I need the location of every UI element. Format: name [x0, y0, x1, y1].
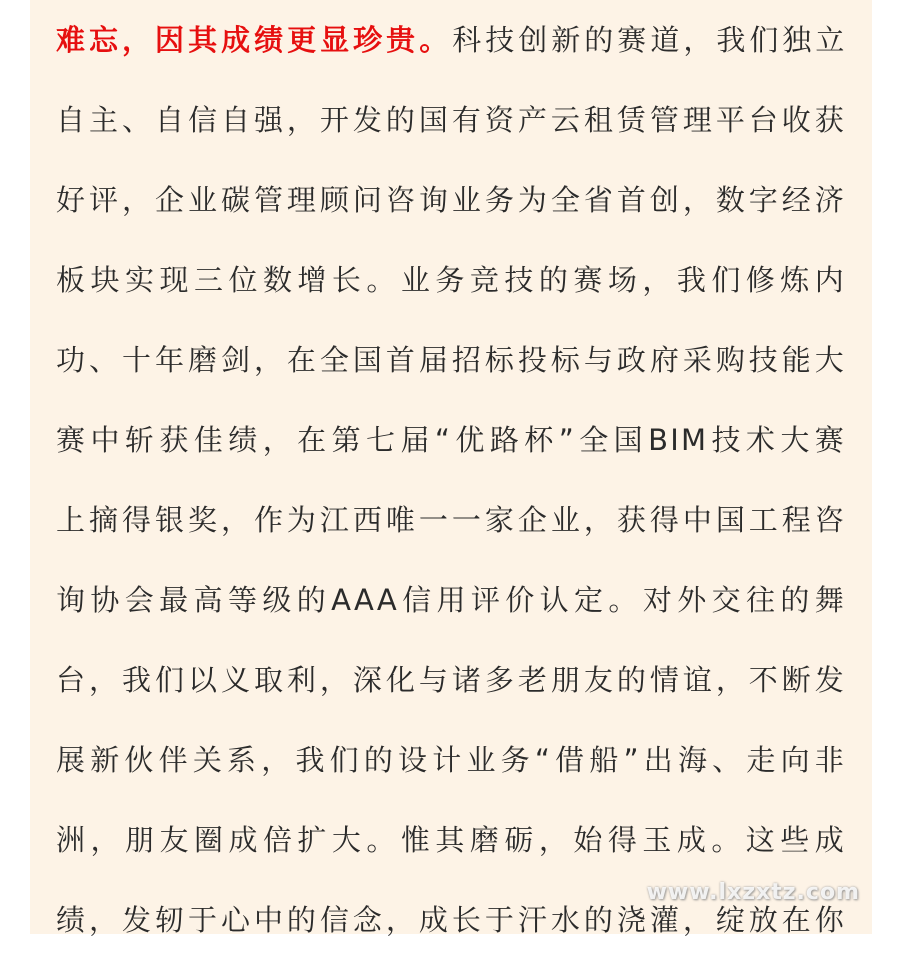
- article-line-1: [56, 0, 846, 80]
- article-line-2: 自主、自信自强，开发的国有资产云租赁管理平台收获: [56, 103, 846, 137]
- article-line-10: 展新伙伴关系，我们的设计业务“借船”出海、走向非: [56, 743, 846, 777]
- article-line-text: 科技创新的赛道，我们独立: [452, 23, 847, 57]
- article-line-4: 板块实现三位数增长。业务竞技的赛场，我们修炼内: [56, 263, 846, 297]
- article-line-6: 赛中斩获佳绩，在第七届“优路杯”全国BIM技术大赛: [56, 423, 846, 457]
- article-line-8: 询协会最高等级的AAA信用评价认定。对外交往的舞: [56, 583, 846, 617]
- article-body: [56, 0, 846, 960]
- article-line-7: 上摘得银奖，作为江西唯一一家企业，获得中国工程咨: [56, 503, 846, 537]
- article-line-3: 好评，企业碳管理顾问咨询业务为全省首创，数字经济: [56, 183, 846, 217]
- article-line-11: 洲，朋友圈成倍扩大。惟其磨砺，始得玉成。这些成: [56, 823, 846, 857]
- article-line-9: 台，我们以义取利，深化与诸多老朋友的情谊，不断发: [56, 663, 846, 697]
- article-line-5: 功、十年磨剑，在全国首届招标投标与政府采购技能大: [56, 343, 846, 377]
- watermark: www.lxzxtz.com: [646, 880, 860, 905]
- article-line-12: 绩，发轫于心中的信念，成长于汗水的浇灌，绽放在你: [56, 903, 846, 937]
- highlighted-text: 难忘，因其成绩更显珍贵。: [56, 23, 453, 57]
